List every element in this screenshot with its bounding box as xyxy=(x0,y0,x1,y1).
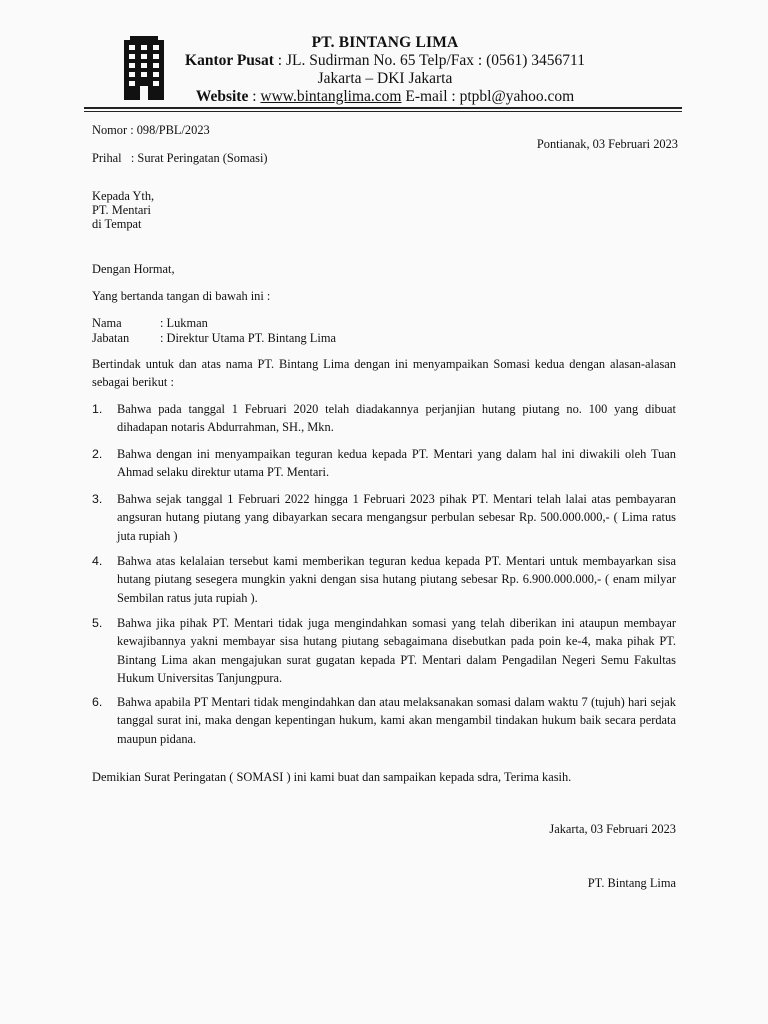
point-number: 2. xyxy=(92,447,103,461)
title-label: Jabatan xyxy=(92,331,130,345)
recipient-line1: Kepada Yth, xyxy=(92,189,155,203)
point-text: Bahwa apabila PT Mentari tidak mengindahkan dan atau melaksanakan somasi dalam waktu 7 (tujuh) hari sejak tanggal surat ini, maka dengan kepentingan hukum, kami akan mengambil tindakan hukum baik secara perdata maupun pidana. xyxy=(117,695,676,746)
signature-date: Jakarta, 03 Februari 2023 xyxy=(549,822,676,836)
signature-company: PT. Bintang Lima xyxy=(587,876,676,890)
website-link[interactable]: www.bintanglima.com xyxy=(260,88,402,105)
contact-line xyxy=(160,88,610,106)
recipient-line2: PT. Mentari xyxy=(92,203,151,217)
opening-paragraph: Bertindak untuk dan atas nama PT. Bintang Lima dengan ini menyampaikan Somasi kedua dengan alasan-alasan sebagai berikut : xyxy=(92,357,676,390)
point-text: Bahwa dengan ini menyampaikan teguran kedua kepada PT. Mentari yang dalam hal ini diwakili oleh Tuan Ahmad selaku direktur utama PT. Mentari. xyxy=(117,447,676,480)
website-sep: : xyxy=(248,88,261,105)
point-number: 5. xyxy=(92,616,103,630)
point-text: Bahwa pada tanggal 1 Februari 2020 telah diadakannya perjanjian hutang piutang no. 100 yang dibuat dihadapan notaris Abdurrahman, SH., Mkn. xyxy=(117,402,676,435)
letterhead xyxy=(160,34,610,106)
point-number: 4. xyxy=(92,554,103,568)
letter-number: Nomor : 098/PBL/2023 xyxy=(92,123,210,137)
website-label: Website xyxy=(195,88,249,105)
subject-line: Prihal : Surat Peringatan (Somasi) xyxy=(92,151,268,165)
name-label: Nama xyxy=(92,316,122,330)
intro-text: Yang bertanda tangan di bawah ini : xyxy=(92,289,271,303)
email-text: E-mail : ptpbl@yahoo.com xyxy=(401,88,575,105)
point-number: 6. xyxy=(92,695,103,709)
point-number: 3. xyxy=(92,492,103,506)
place-date: Pontianak, 03 Februari 2023 xyxy=(536,137,678,151)
greeting: Dengan Hormat, xyxy=(92,262,175,276)
letterhead-divider-thin xyxy=(84,111,682,112)
recipient-line3: di Tempat xyxy=(92,217,142,231)
office-label: Kantor Pusat xyxy=(185,52,274,69)
point-number: 1. xyxy=(92,402,103,416)
letterhead-divider-thick xyxy=(84,107,682,109)
office-address-line xyxy=(160,52,610,70)
city-line: Jakarta – DKI Jakarta xyxy=(317,70,453,87)
office-address: : JL. Sudirman No. 65 Telp/Fax : (0561) 3456711 xyxy=(273,52,585,69)
point-text: Bahwa jika pihak PT. Mentari tidak juga mengindahkan somasi yang telah diberikan ini ataupun membayar kewajibannya yakni membayar sisa hutang piutang sebagaimana disebutkan pada poin ke-4, maka pihak PT. Bintang Lima akan mengajukan surat gugatan kepada PT. Mentari dalam Pengadilan Negeri Semu Fakultas Hukum Universitas Tanjungpura. xyxy=(117,616,676,685)
company-name: PT. BINTANG LIMA xyxy=(311,34,459,51)
name-value: : Lukman xyxy=(160,316,208,330)
title-value: : Direktur Utama PT. Bintang Lima xyxy=(160,331,336,345)
closing-paragraph: Demikian Surat Peringatan ( SOMASI ) ini kami buat dan sampaikan kepada sdra, Terima kasih. xyxy=(92,770,572,784)
point-text: Bahwa atas kelalaian tersebut kami memberikan teguran kedua kepada PT. Mentari untuk membayarkan sisa hutang piutang sesegera mungkin yakni dengan sisa hutang piutang sebesar Rp. 6.900.000.000,- ( enam milyar Sembilan ratus juta rupiah ). xyxy=(117,554,676,605)
point-text: Bahwa sejak tanggal 1 Februari 2022 hingga 1 Februari 2023 pihak PT. Mentari telah lalai atas pembayaran angsuran hutang piutang yang dibayarkan secara mengangsur perbulan sebesar Rp. 500.000.000,- ( Lima ratus juta rupiah ) xyxy=(117,492,676,543)
